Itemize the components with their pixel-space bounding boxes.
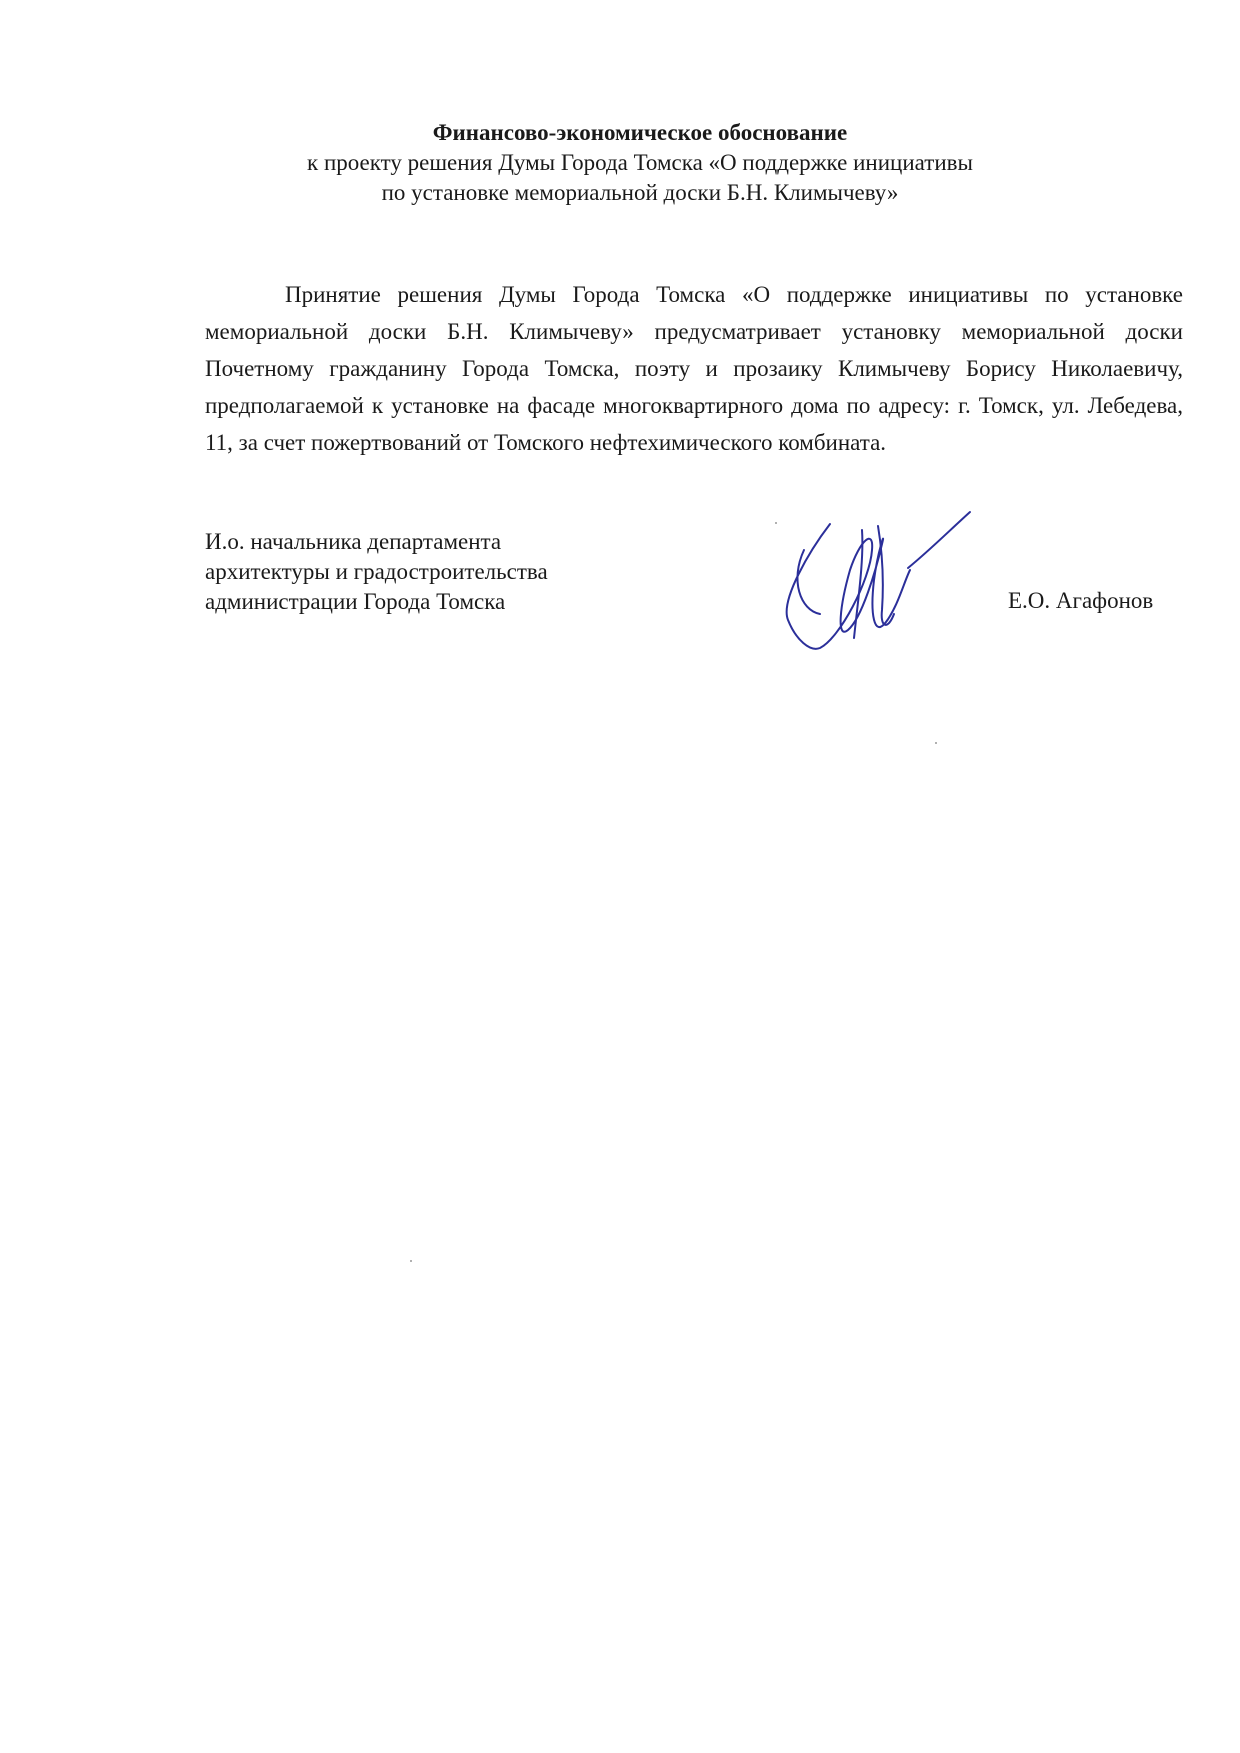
document-title: Финансово-экономическое обоснование	[432, 120, 848, 145]
signer-name: Е.О. Агафонов	[1008, 588, 1154, 613]
scan-speck	[410, 1260, 412, 1262]
scan-speck	[775, 522, 777, 524]
document-header	[200, 118, 1080, 208]
scan-speck	[935, 742, 937, 744]
body-paragraph: Принятие решения Думы Города Томска «О поддержке инициативы по установке мемориальной доски Б.Н. Климычеву» предусматривает установку мемориальной доски Почетному гражданину Города Томска, поэту и прозаику Климычеву Борису Николаевичу, предполагаемой к установке на фасаде многоквартирного дома по адресу: г. Томск, ул. Лебедева, 11, за счет пожертвований от Томского нефтехимического комбината.	[205, 282, 1183, 455]
signer-position-line-1: И.о. начальника департамента	[205, 529, 502, 554]
signer-position-line-3: администрации Города Томска	[205, 589, 506, 614]
signer-position	[205, 527, 548, 617]
signer-position-line-2: архитектуры и градостроительства	[205, 559, 548, 584]
document-subtitle-line-1: к проекту решения Думы Города Томска «О поддержке инициативы	[307, 150, 973, 175]
handwritten-signature	[770, 510, 990, 670]
document-subtitle-line-2: по установке мемориальной доски Б.Н. Климычеву»	[381, 180, 899, 205]
